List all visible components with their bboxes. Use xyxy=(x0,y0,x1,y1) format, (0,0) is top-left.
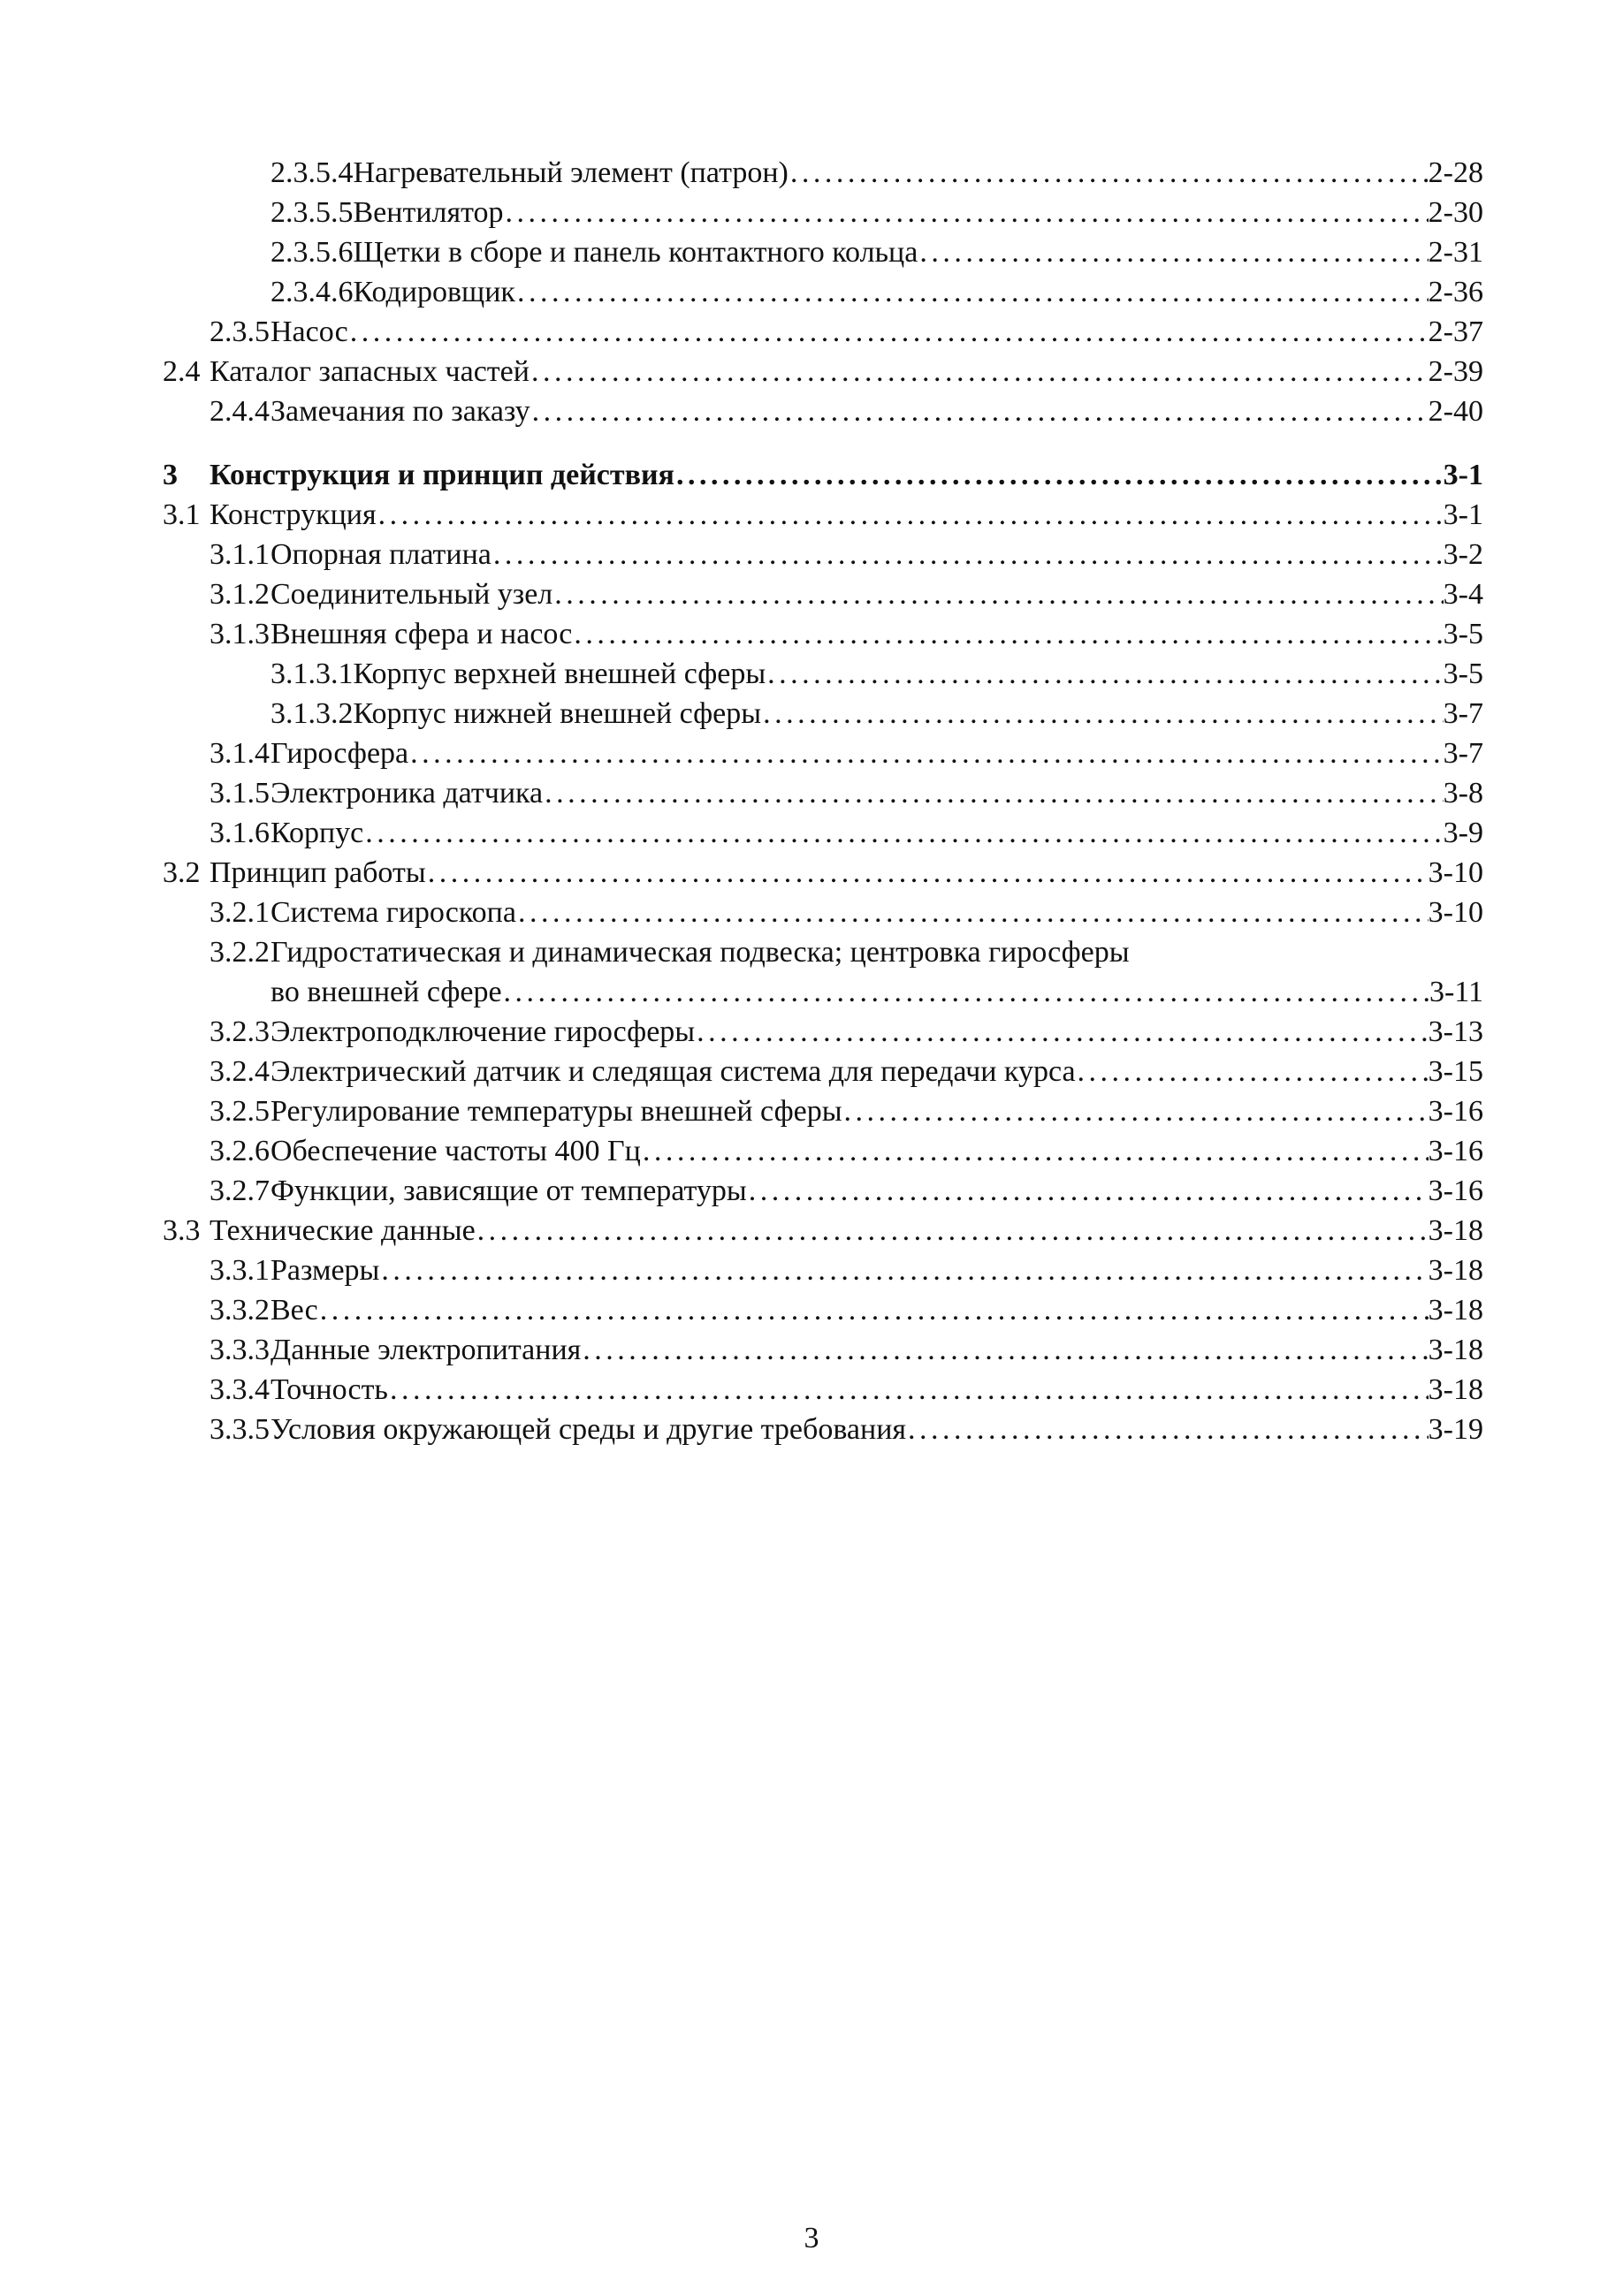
toc-entry-page: 3-10 xyxy=(1428,856,1483,889)
toc-entry[interactable] xyxy=(0,352,1483,392)
toc-entry-title: Внешняя сфера и насос xyxy=(270,618,573,650)
toc-entry[interactable] xyxy=(0,232,1483,272)
toc-entry-number: 3.1.3.1 xyxy=(270,658,354,690)
toc-entry-title: Электрический датчик и следящая система для передачи курса xyxy=(270,1055,1076,1088)
toc-entry-title: Щетки в сборе и панель контактного кольца xyxy=(353,236,918,269)
toc-entry[interactable] xyxy=(0,853,1483,893)
toc-entry-title: Регулирование температуры внешней сферы xyxy=(270,1095,842,1128)
toc-entry-body xyxy=(270,1131,1483,1171)
toc-entry-title: Вентилятор xyxy=(353,196,504,229)
toc-entry-title: Соединительный узел xyxy=(270,578,553,611)
toc-entry-title: Данные электропитания xyxy=(270,1334,582,1366)
toc-entry-number: 3.2 xyxy=(163,856,201,889)
toc-entry-title: Конструкция xyxy=(210,498,377,531)
toc-entry-title: Конструкция и принцип действия xyxy=(210,459,674,491)
toc-entry[interactable] xyxy=(0,773,1483,813)
dot-leader xyxy=(766,654,1444,694)
toc-entry-number: 3.3.2 xyxy=(210,1294,270,1327)
dot-leader xyxy=(379,1251,1428,1290)
dot-leader xyxy=(747,1171,1429,1211)
toc-entry[interactable] xyxy=(0,1091,1483,1131)
toc-entry[interactable] xyxy=(0,1211,1483,1251)
toc-entry-page: 2-37 xyxy=(1428,316,1483,348)
toc-entry-page: 3-13 xyxy=(1428,1015,1483,1048)
dot-leader xyxy=(530,352,1429,392)
toc-entry-title: Точность xyxy=(270,1373,388,1406)
dot-leader xyxy=(516,893,1429,932)
dot-leader xyxy=(504,193,1429,232)
dot-leader xyxy=(388,1370,1429,1410)
toc-entry-number: 3.2.2 xyxy=(210,936,270,969)
toc-entry-body xyxy=(354,193,1484,232)
toc-entry-page: 2-31 xyxy=(1428,236,1483,269)
toc-entry-body xyxy=(270,1251,1483,1290)
dot-leader xyxy=(581,1330,1428,1370)
toc-entry-body xyxy=(270,1052,1483,1091)
dot-leader-2 xyxy=(502,972,1429,1012)
toc-entry-page: 3-16 xyxy=(1428,1175,1483,1207)
dot-leader xyxy=(543,773,1444,813)
dot-leader xyxy=(515,272,1429,312)
toc-entry-page: 3-1 xyxy=(1443,459,1483,491)
dot-leader xyxy=(530,392,1429,431)
toc-entry-title: Технические данные xyxy=(210,1214,476,1247)
dot-leader xyxy=(906,1410,1429,1449)
dot-leader xyxy=(572,614,1443,654)
toc-entry[interactable] xyxy=(0,392,1483,431)
dot-leader xyxy=(363,813,1443,853)
toc-entry-page-2: 3-11 xyxy=(1429,976,1483,1008)
toc-entry-title: Корпус xyxy=(270,817,364,849)
toc-entry-number: 3.1.4 xyxy=(210,737,270,770)
toc-entry[interactable] xyxy=(0,654,1483,694)
toc-entry-line2 xyxy=(270,972,1483,1012)
toc-entry-title: Кодировщик xyxy=(353,276,515,308)
toc-entry-body xyxy=(354,153,1484,193)
toc-entry-page: 3-18 xyxy=(1428,1334,1483,1366)
dot-leader xyxy=(842,1091,1429,1131)
toc-entry-body xyxy=(270,893,1483,932)
dot-leader xyxy=(491,535,1444,574)
toc-entry-title: Условия окружающей среды и другие требования xyxy=(270,1413,907,1446)
toc-entry[interactable] xyxy=(0,932,1483,1012)
toc-entry-page: 3-18 xyxy=(1428,1294,1483,1327)
toc-entry-title: Каталог запасных частей xyxy=(210,355,530,388)
toc-entry-number: 3.1.1 xyxy=(210,538,270,571)
toc-entry-title: Система гироскопа xyxy=(270,896,516,929)
toc-entry[interactable] xyxy=(0,312,1483,352)
toc-entry[interactable] xyxy=(0,1052,1483,1091)
toc-entry-number: 3.3.4 xyxy=(210,1373,270,1406)
toc-entry-title: Обеспечение частоты 400 Гц xyxy=(270,1135,641,1167)
toc-entry-body xyxy=(270,1290,1483,1330)
toc-entry-number: 3 xyxy=(163,459,178,491)
toc-entry-title: Функции, зависящие от температуры xyxy=(270,1175,747,1207)
toc-entry-page: 3-5 xyxy=(1443,618,1483,650)
toc-entry-number: 3.1.3 xyxy=(210,618,270,650)
toc-entry-page: 2-28 xyxy=(1428,156,1483,189)
toc-entry-body xyxy=(210,853,1483,893)
toc-entry-page: 2-36 xyxy=(1428,276,1483,308)
toc-entry-title: Размеры xyxy=(270,1254,380,1287)
toc-entry-page: 3-15 xyxy=(1428,1055,1483,1088)
toc-entry-body xyxy=(270,1091,1483,1131)
toc-entry-title: Опорная платина xyxy=(270,538,491,571)
toc-entry-body xyxy=(210,495,1483,535)
toc-entry-number: 2.3.5 xyxy=(210,316,270,348)
toc-entry-number: 3.2.1 xyxy=(210,896,270,929)
page-footer-number: 3 xyxy=(804,2222,819,2254)
toc-entry[interactable] xyxy=(0,1251,1483,1290)
toc-entry-page: 3-4 xyxy=(1443,578,1483,611)
dot-leader xyxy=(552,574,1443,614)
toc-entry[interactable] xyxy=(0,694,1483,734)
toc-entry[interactable] xyxy=(0,153,1483,193)
toc-entry-page: 3-7 xyxy=(1443,737,1483,770)
toc-entry-page: 3-5 xyxy=(1443,658,1483,690)
toc-entry-body xyxy=(270,535,1483,574)
toc-entry-title: Нагревательный элемент (патрон) xyxy=(353,156,789,189)
toc-entry-page: 3-19 xyxy=(1428,1413,1483,1446)
toc-entry-number: 3.2.7 xyxy=(210,1175,270,1207)
toc-entry-title: Корпус нижней внешней сферы xyxy=(353,697,762,730)
toc-entry-page: 3-7 xyxy=(1443,697,1483,730)
toc-entry-number: 3.2.4 xyxy=(210,1055,270,1088)
toc-entry-continuation: во внешней сфере xyxy=(270,976,502,1008)
toc-entry-body xyxy=(270,392,1483,431)
dot-leader xyxy=(789,153,1429,193)
toc-entry-body xyxy=(354,654,1484,694)
toc-entry-number: 3.2.6 xyxy=(210,1135,270,1167)
toc-entry[interactable] xyxy=(0,574,1483,614)
toc-entry-body xyxy=(210,455,1483,495)
toc-entry-title: Принцип работы xyxy=(210,856,426,889)
toc-entry[interactable] xyxy=(0,1330,1483,1370)
dot-leader xyxy=(408,734,1444,773)
toc-entry-number: 2.4 xyxy=(163,355,201,388)
toc-entry-page: 3-18 xyxy=(1428,1254,1483,1287)
toc-entry-body xyxy=(270,1012,1483,1052)
toc-entry-body xyxy=(270,734,1483,773)
toc-entry-page: 3-8 xyxy=(1443,777,1483,810)
dot-leader xyxy=(918,232,1428,272)
toc-entry[interactable] xyxy=(0,734,1483,773)
toc-entry-page: 3-9 xyxy=(1443,817,1483,849)
toc-entry[interactable] xyxy=(0,193,1483,232)
toc-entry-body xyxy=(354,694,1484,734)
dot-leader xyxy=(377,495,1444,535)
toc-entry-number: 3.1.2 xyxy=(210,578,270,611)
dot-leader xyxy=(674,455,1444,495)
dot-leader xyxy=(695,1012,1429,1052)
toc-entry-body xyxy=(270,773,1483,813)
dot-leader xyxy=(1076,1052,1429,1091)
toc-entry-number: 3.2.3 xyxy=(210,1015,270,1048)
toc-entry-body xyxy=(270,574,1483,614)
toc-entry-number: 2.3.5.6 xyxy=(270,236,354,269)
toc-entry-body xyxy=(270,312,1483,352)
toc-entry-body xyxy=(210,352,1483,392)
toc-entry[interactable] xyxy=(0,1131,1483,1171)
toc-entry[interactable] xyxy=(0,614,1483,654)
toc-entry-number: 2.3.4.6 xyxy=(270,276,354,308)
toc-entry-page: 3-10 xyxy=(1428,896,1483,929)
toc-entry[interactable] xyxy=(0,1410,1483,1449)
toc-entry-body xyxy=(354,272,1484,312)
toc-entry[interactable] xyxy=(0,455,1483,495)
toc-entry-title: Замечания по заказу xyxy=(270,395,530,428)
toc-entry-body xyxy=(270,614,1483,654)
toc-entry-number: 3.3 xyxy=(163,1214,201,1247)
dot-leader xyxy=(761,694,1444,734)
toc-entry-page: 3-16 xyxy=(1428,1095,1483,1128)
toc-entry-number: 3.1.6 xyxy=(210,817,270,849)
toc-entry[interactable] xyxy=(0,1012,1483,1052)
toc-entry-title: Вес xyxy=(270,1294,318,1327)
dot-leader xyxy=(318,1290,1429,1330)
dot-leader xyxy=(348,312,1429,352)
toc-entry-title: Насос xyxy=(270,316,348,348)
toc-entry-page: 2-30 xyxy=(1428,196,1483,229)
toc-entry-body xyxy=(354,232,1484,272)
toc-entry-body xyxy=(270,813,1483,853)
toc-entry-body xyxy=(270,932,1483,1012)
toc-entry-number: 3.3.3 xyxy=(210,1334,270,1366)
toc-entry-number: 2.3.5.5 xyxy=(270,196,354,229)
toc-entry-title: Гиросфера xyxy=(270,737,409,770)
dot-leader xyxy=(476,1211,1429,1251)
toc-entry-title: Электроника датчика xyxy=(270,777,544,810)
toc-entry-number: 3.1.3.2 xyxy=(270,697,354,730)
toc-entry-title: Электроподключение гиросферы xyxy=(270,1015,696,1048)
toc-entry-title: Гидростатическая и динамическая подвеска; центровка гиросферы xyxy=(270,936,1130,969)
toc-entry-number: 2.4.4 xyxy=(210,395,270,428)
toc-entry-page: 3-2 xyxy=(1443,538,1483,571)
toc-entry[interactable] xyxy=(0,1370,1483,1410)
toc-entry-number: 2.3.5.4 xyxy=(270,156,354,189)
toc-entry-page: 3-1 xyxy=(1443,498,1483,531)
toc-entry-page: 3-18 xyxy=(1428,1373,1483,1406)
toc-entry-body xyxy=(270,1330,1483,1370)
toc-entry[interactable] xyxy=(0,1290,1483,1330)
toc-entry-body xyxy=(270,1410,1483,1449)
toc-entry-number: 3.3.1 xyxy=(210,1254,270,1287)
toc-entry[interactable] xyxy=(0,1171,1483,1211)
toc-entry-body xyxy=(270,1171,1483,1211)
toc-entry-page: 3-18 xyxy=(1428,1214,1483,1247)
toc-entry-body xyxy=(270,1370,1483,1410)
toc-entry-number: 3.1 xyxy=(163,498,201,531)
toc-entry-page: 2-39 xyxy=(1428,355,1483,388)
toc-entry[interactable] xyxy=(0,813,1483,853)
toc-entry[interactable] xyxy=(0,495,1483,535)
toc-entry[interactable] xyxy=(0,893,1483,932)
dot-leader xyxy=(641,1131,1429,1171)
toc-entry[interactable] xyxy=(0,272,1483,312)
toc-entry-page: 2-40 xyxy=(1428,395,1483,428)
toc-entry-number: 3.1.5 xyxy=(210,777,270,810)
toc-entry-number: 3.2.5 xyxy=(210,1095,270,1128)
toc-entry-body xyxy=(210,1211,1483,1251)
toc-entry[interactable] xyxy=(0,535,1483,574)
dot-leader xyxy=(426,853,1429,893)
toc-entry-number: 3.3.5 xyxy=(210,1413,270,1446)
toc-entry-page: 3-16 xyxy=(1428,1135,1483,1167)
toc-entry-title: Корпус верхней внешней сферы xyxy=(353,658,766,690)
